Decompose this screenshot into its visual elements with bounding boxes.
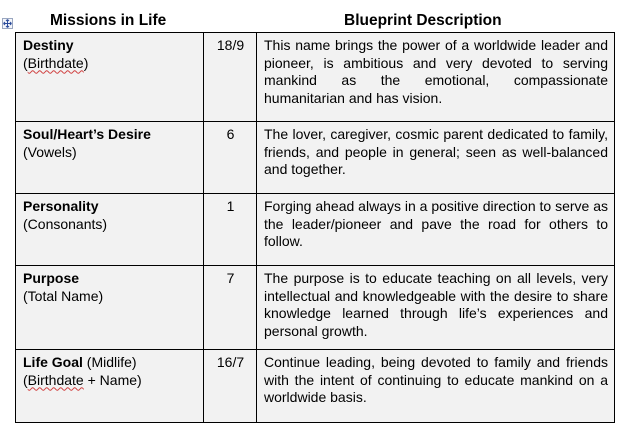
mission-sub-main: Total Name (27, 287, 99, 304)
mission-sub-rest: ) (98, 287, 104, 304)
table-row (16, 33, 615, 122)
table-row (16, 194, 615, 266)
description-cell[interactable]: The purpose is to educate teaching on all levels, very intellectual and knowledgeable with the desire to share knowledge learned through life’s experiences and personal growth. (257, 266, 615, 350)
mission-title: Personality (23, 198, 99, 214)
description-cell[interactable]: Forging ahead always in a positive direction to serve as the leader/pioneer and pave the road for others to follow. (257, 194, 615, 266)
mission-cell[interactable] (16, 33, 204, 122)
mission-sub-open: ( (23, 215, 28, 232)
table-move-handle-icon[interactable] (2, 18, 13, 29)
mission-title: Purpose (23, 270, 80, 286)
mission-title: Life Goal (23, 354, 83, 370)
mission-sub-open: ( (23, 54, 28, 71)
number-cell[interactable]: 7 (204, 266, 257, 350)
mission-sub-rest: + Name) (83, 371, 142, 388)
mission-title: Soul/Heart’s Desire (23, 126, 151, 142)
mission-sub-open: ( (23, 143, 28, 160)
missions-table (15, 32, 615, 423)
number-cell[interactable]: 1 (204, 194, 257, 266)
number-cell[interactable]: 6 (204, 122, 257, 194)
mission-sub-main: Consonants (27, 215, 103, 232)
table-row (16, 122, 615, 194)
mission-sub-main: Birthdate (27, 54, 84, 71)
mission-sub-rest: ) (72, 143, 77, 160)
missions-column-header: Missions in Life (50, 12, 167, 29)
table-row (16, 350, 615, 423)
move-arrows-icon (3, 19, 12, 28)
mission-cell[interactable] (16, 350, 204, 423)
number-cell[interactable]: 18/9 (204, 33, 257, 122)
mission-sub-main: Birthdate (27, 371, 84, 388)
description-cell[interactable]: Continue leading, being devoted to family and friends with the intent of continuing to educate mankind on a worldwide basis. (257, 350, 615, 423)
mission-title: Destiny (23, 37, 74, 53)
mission-sub-main: Vowels (27, 143, 73, 160)
mission-cell[interactable] (16, 266, 204, 350)
description-cell[interactable]: The lover, caregiver, cosmic parent dedicated to family, friends, and people in general; seen as well-balanced and together. (257, 122, 615, 194)
mission-sub-rest: ) (102, 215, 108, 232)
mission-sub-rest: ) (83, 54, 89, 71)
mission-cell[interactable] (16, 194, 204, 266)
number-cell[interactable]: 16/7 (204, 350, 257, 423)
description-cell[interactable]: This name brings the power of a worldwide leader and pioneer, is ambitious and very devoted to serving mankind as the emotional, compassionate humanitarian and has vision. (257, 33, 615, 122)
mission-title-suffix: (Midlife) (82, 354, 137, 370)
blueprint-column-header: Blueprint Description (344, 12, 502, 29)
mission-cell[interactable] (16, 122, 204, 194)
mission-sub-open: ( (23, 371, 28, 388)
mission-sub-open: ( (23, 287, 28, 304)
table-row (16, 266, 615, 350)
